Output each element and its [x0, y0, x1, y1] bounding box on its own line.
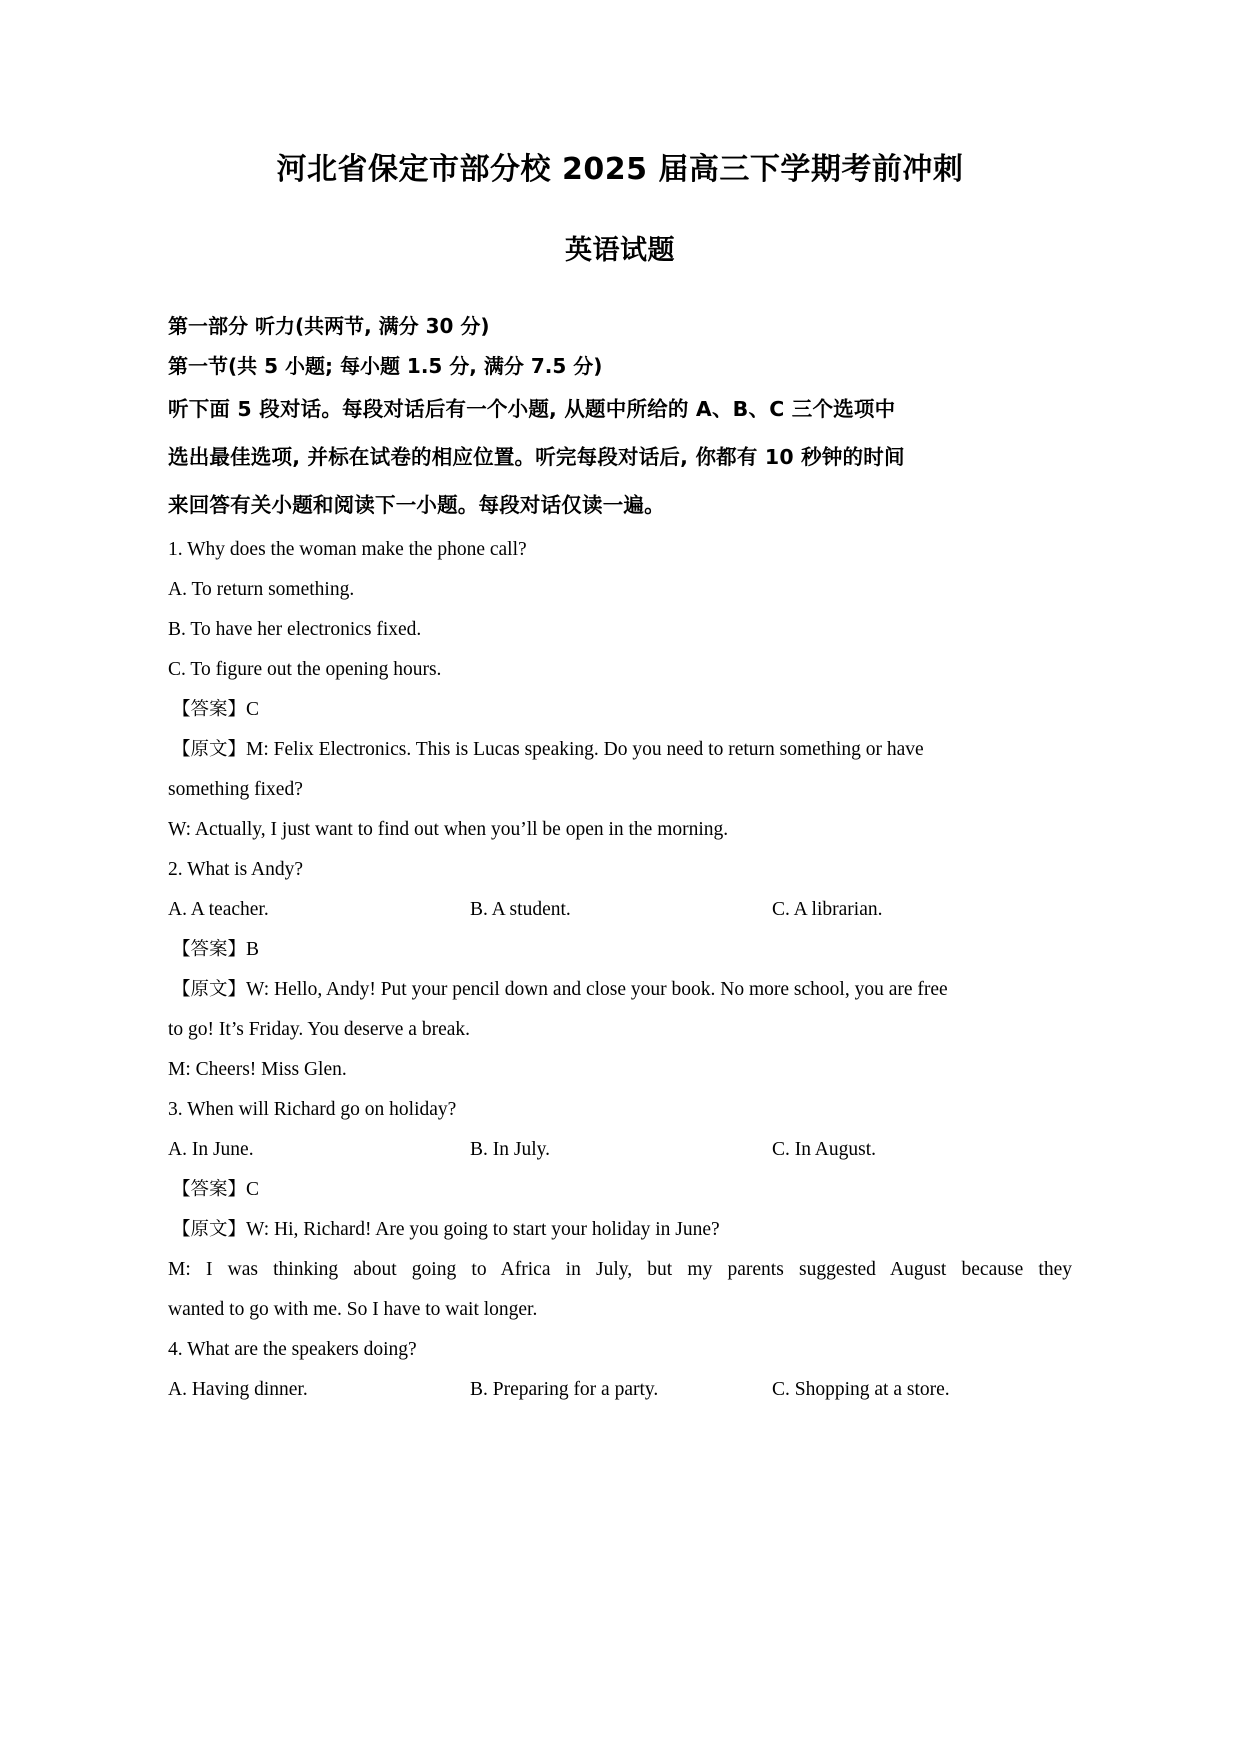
- transcript-line: [168, 730, 1072, 770]
- listening-instruction-line-2: 选出最佳选项, 并标在试卷的相应位置。听完每段对话后, 你都有 10 秒钟的时间: [168, 444, 905, 469]
- answer-line: [168, 690, 1072, 730]
- question-option: A. In June.: [168, 1138, 254, 1160]
- question-stem: 2. What is Andy?: [168, 858, 304, 880]
- part-one-heading: 第一部分 听力(共两节, 满分 30 分): [168, 313, 490, 338]
- transcript-tag-label: 【原文】: [172, 738, 247, 760]
- page-subtitle: 英语试题: [565, 234, 675, 266]
- transcript-text: something fixed?: [168, 778, 303, 800]
- page-title: 河北省保定市部分校 2025 届高三下学期考前冲刺: [276, 152, 964, 187]
- transcript-tag-label: 【原文】: [172, 978, 247, 1000]
- question-option: A. To return something.: [168, 578, 355, 600]
- options-row: [168, 1370, 1072, 1410]
- transcript-line: [168, 970, 1072, 1010]
- question-option: B. Preparing for a party.: [470, 1378, 659, 1400]
- transcript-tag-label: 【原文】: [172, 1218, 247, 1240]
- answer-value: C: [246, 1178, 260, 1200]
- options-row: [168, 1130, 1072, 1170]
- answer-line: [168, 1170, 1072, 1210]
- answer-tag-label: 【答案】: [172, 1178, 247, 1200]
- answer-value: C: [246, 698, 260, 720]
- question-option: B. In July.: [470, 1138, 550, 1160]
- transcript-text: M: Cheers! Miss Glen.: [168, 1058, 347, 1080]
- answer-value: B: [246, 938, 260, 960]
- transcript-text: wanted to go with me. So I have to wait longer.: [168, 1298, 538, 1320]
- answer-tag-label: 【答案】: [172, 938, 247, 960]
- question-option: C. In August.: [772, 1138, 877, 1160]
- listening-instruction-line-3: 来回答有关小题和阅读下一小题。每段对话仅读一遍。: [168, 492, 665, 517]
- options-row: [168, 890, 1072, 930]
- question-stem: 4. What are the speakers doing?: [168, 1338, 417, 1360]
- question-option: A. Having dinner.: [168, 1378, 308, 1400]
- transcript-text: W: Hi, Richard! Are you going to start your holiday in June?: [246, 1218, 720, 1240]
- question-option: C. Shopping at a store.: [772, 1378, 950, 1400]
- question-stem: 3. When will Richard go on holiday?: [168, 1098, 457, 1120]
- listening-instruction-line-1: 听下面 5 段对话。每段对话后有一个小题, 从题中所给的 A、B、C 三个选项中: [168, 396, 896, 421]
- transcript-text: M: I was thinking about going to Africa in July, but my parents suggested August because they: [168, 1258, 1072, 1280]
- transcript-text: M: Felix Electronics. This is Lucas speaking. Do you need to return something or have: [246, 738, 924, 760]
- transcript-text: W: Hello, Andy! Put your pencil down and close your book. No more school, you are free: [246, 978, 948, 1000]
- transcript-line: [168, 1210, 1072, 1250]
- question-option: C. To figure out the opening hours.: [168, 658, 442, 680]
- transcript-text: W: Actually, I just want to find out when you’ll be open in the morning.: [168, 818, 729, 840]
- question-option: B. To have her electronics fixed.: [168, 618, 422, 640]
- transcript-text: to go! It’s Friday. You deserve a break.: [168, 1018, 471, 1040]
- answer-tag-label: 【答案】: [172, 698, 247, 720]
- question-stem: 1. Why does the woman make the phone call?: [168, 538, 527, 560]
- question-option: C. A librarian.: [772, 898, 883, 920]
- section-one-heading: 第一节(共 5 小题; 每小题 1.5 分, 满分 7.5 分): [168, 353, 603, 378]
- answer-line: [168, 930, 1072, 970]
- question-option: A. A teacher.: [168, 898, 269, 920]
- question-option: B. A student.: [470, 898, 571, 920]
